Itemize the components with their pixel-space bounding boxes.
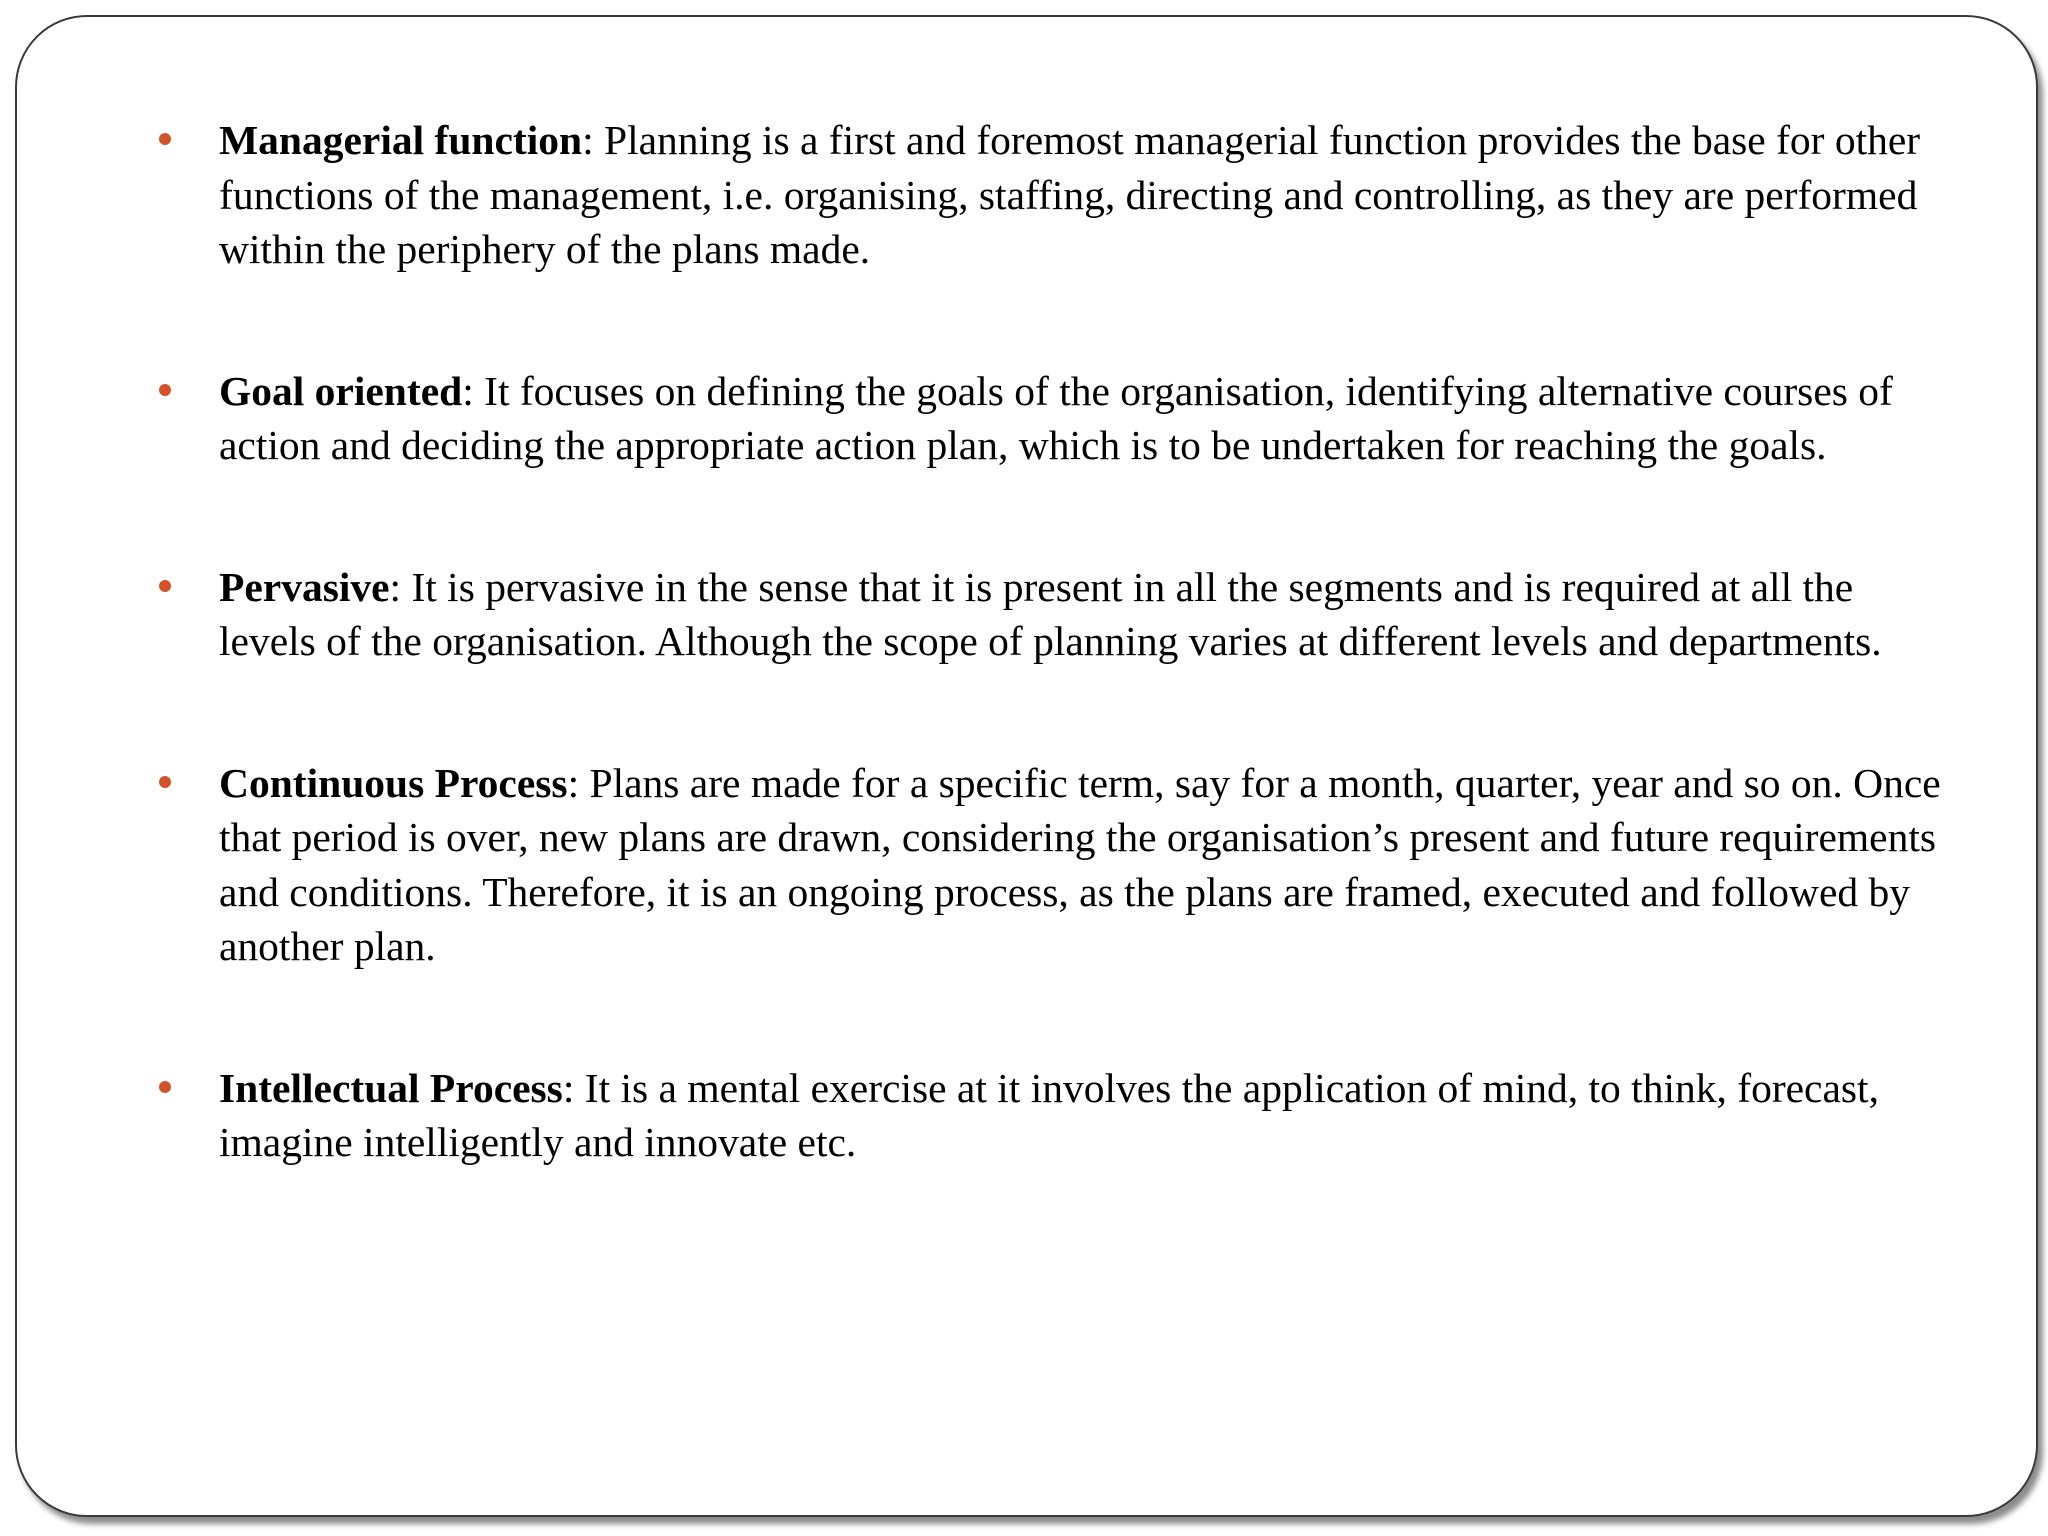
bullet-item-pervasive: [159, 560, 1959, 669]
bullet-term: Pervasive: [219, 563, 390, 610]
bullet-dot-icon: [159, 133, 171, 145]
bullet-item-continuous-process: [159, 756, 1959, 974]
bullet-term: Continuous Process: [219, 759, 568, 806]
bullet-list: [159, 113, 1959, 1170]
bullet-text: : Plans are made for a specific term, say for a month, quarter, year and so on. Once that period is over, new plans are drawn, considering the organisation’s present and future requirements and conditions. Therefore, it is an ongoing process, as the plans are framed, executed and followed by another plan.: [219, 759, 1941, 969]
bullet-dot-icon: [159, 580, 171, 592]
slide-frame: [15, 15, 2038, 1517]
bullet-term: Intellectual Process: [219, 1064, 563, 1111]
bullet-dot-icon: [159, 776, 171, 788]
bullet-text: : It is pervasive in the sense that it is present in all the segments and is required at all the levels of the organisation. Although the scope of planning varies at different levels and departments.: [219, 563, 1882, 664]
bullet-dot-icon: [159, 1081, 171, 1093]
bullet-text: : Planning is a first and foremost managerial function provides the base for other functions of the management, i.e. organising, staffing, directing and controlling, as they are performed within the periphery of the plans made.: [219, 117, 1921, 272]
bullet-text: : It is a mental exercise at it involves the application of mind, to think, forecast, imagine intelligently and innovate etc.: [219, 1064, 1879, 1165]
bullet-item-managerial-function: [159, 113, 1959, 277]
bullet-term: Goal oriented: [219, 367, 463, 414]
bullet-dot-icon: [159, 384, 171, 396]
bullet-item-intellectual-process: [159, 1061, 1959, 1170]
bullet-item-goal-oriented: [159, 364, 1959, 473]
bullet-text: : It focuses on defining the goals of the organisation, identifying alternative courses of action and deciding the appropriate action plan, which is to be undertaken for reaching the goals.: [219, 367, 1893, 468]
bullet-term: Managerial function: [219, 117, 583, 163]
